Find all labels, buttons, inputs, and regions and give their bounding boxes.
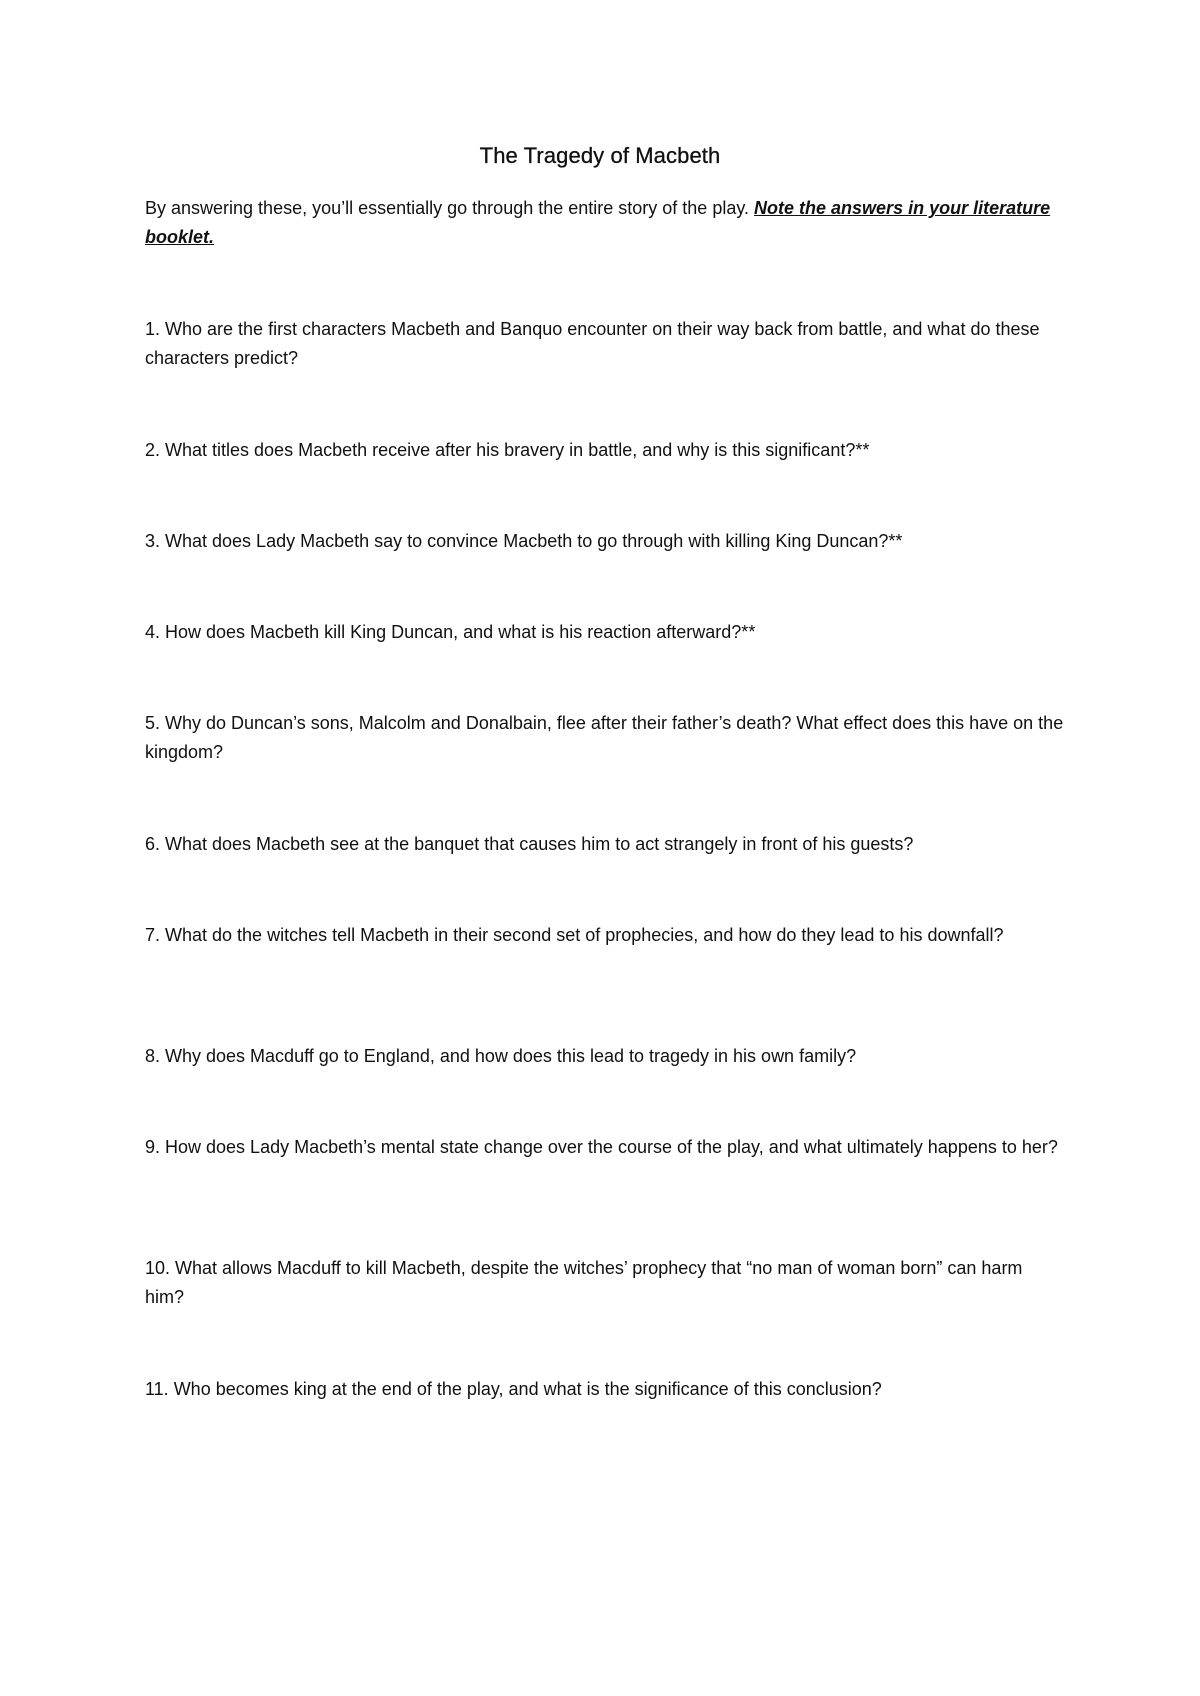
question-1: 1. Who are the first characters Macbeth and Banquo encounter on their way back from battle, and what do these characters predict? [145, 319, 1040, 368]
intro-text: By answering these, you’ll essentially go through the entire story of the play. [145, 198, 750, 218]
intro-paragraph [145, 194, 1065, 252]
question-5: 5. Why do Duncan’s sons, Malcolm and Donalbain, flee after their father’s death? What effect does this have on the kingdom? [145, 713, 1064, 762]
question-11: 11. Who becomes king at the end of the play, and what is the significance of this conclusion? [145, 1379, 882, 1399]
question-2: 2. What titles does Macbeth receive after his bravery in battle, and why is this significant?** [145, 440, 870, 460]
question-3: 3. What does Lady Macbeth say to convince Macbeth to go through with killing King Duncan?** [145, 531, 903, 551]
question-7: 7. What do the witches tell Macbeth in their second set of prophecies, and how do they lead to his downfall? [145, 925, 1004, 945]
intro-note: Note the answers in your literature booklet. [145, 198, 1051, 247]
question-9: 9. How does Lady Macbeth’s mental state change over the course of the play, and what ultimately happens to her? [145, 1137, 1058, 1157]
question-4: 4. How does Macbeth kill King Duncan, and what is his reaction afterward?** [145, 622, 756, 642]
question-6: 6. What does Macbeth see at the banquet that causes him to act strangely in front of his guests? [145, 834, 914, 854]
question-10: 10. What allows Macduff to kill Macbeth, despite the witches’ prophecy that “no man of woman born” can harm him? [145, 1258, 1023, 1307]
question-8: 8. Why does Macduff go to England, and how does this lead to tragedy in his own family? [145, 1046, 857, 1066]
document-title: The Tragedy of Macbeth [479, 143, 721, 168]
